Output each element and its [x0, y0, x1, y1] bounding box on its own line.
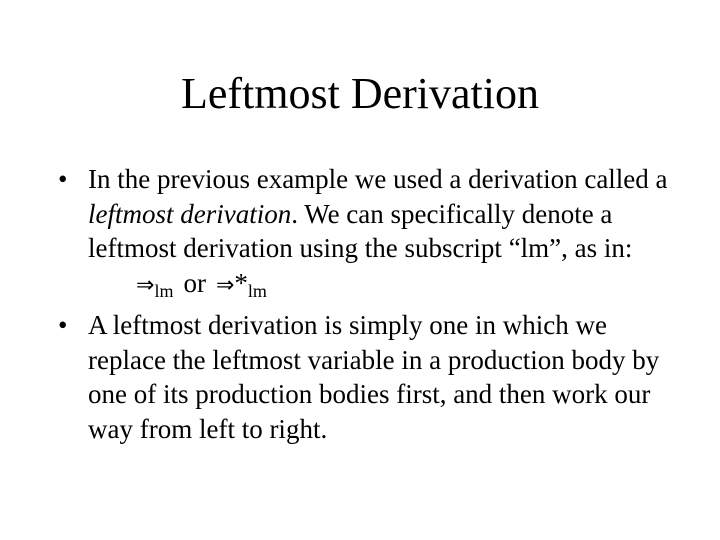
bullet-text-start: In the previous example we used a derivation called a — [88, 164, 668, 194]
bullet-text: A leftmost derivation is simply one in which we replace the leftmost variable in a production body by one of its production bodies first, and then work our way from left to right. — [88, 310, 660, 444]
bullet-list — [58, 162, 688, 446]
formula-connector: or — [183, 267, 206, 298]
slide-title: Leftmost Derivation — [180, 69, 539, 118]
bullet-emphasis: leftmost derivation — [88, 198, 292, 229]
derivation-formula — [58, 266, 688, 309]
bullet-text — [88, 164, 668, 263]
bullet-item — [58, 308, 688, 446]
bullet-dot-icon: • — [58, 164, 68, 194]
formula-subscript: lm — [247, 280, 267, 301]
bullet-dot-icon: • — [58, 310, 68, 340]
bullet-item — [58, 162, 688, 266]
formula-subscript: lm — [154, 280, 174, 301]
formula-star: * — [234, 267, 248, 298]
derives-arrow-icon: ⇒ — [215, 272, 235, 298]
bullet-text-end: . We can specifically denote a leftmost derivation using the subscript “lm”, as in: — [88, 198, 633, 263]
derives-arrow-icon: ⇒ — [136, 272, 155, 298]
